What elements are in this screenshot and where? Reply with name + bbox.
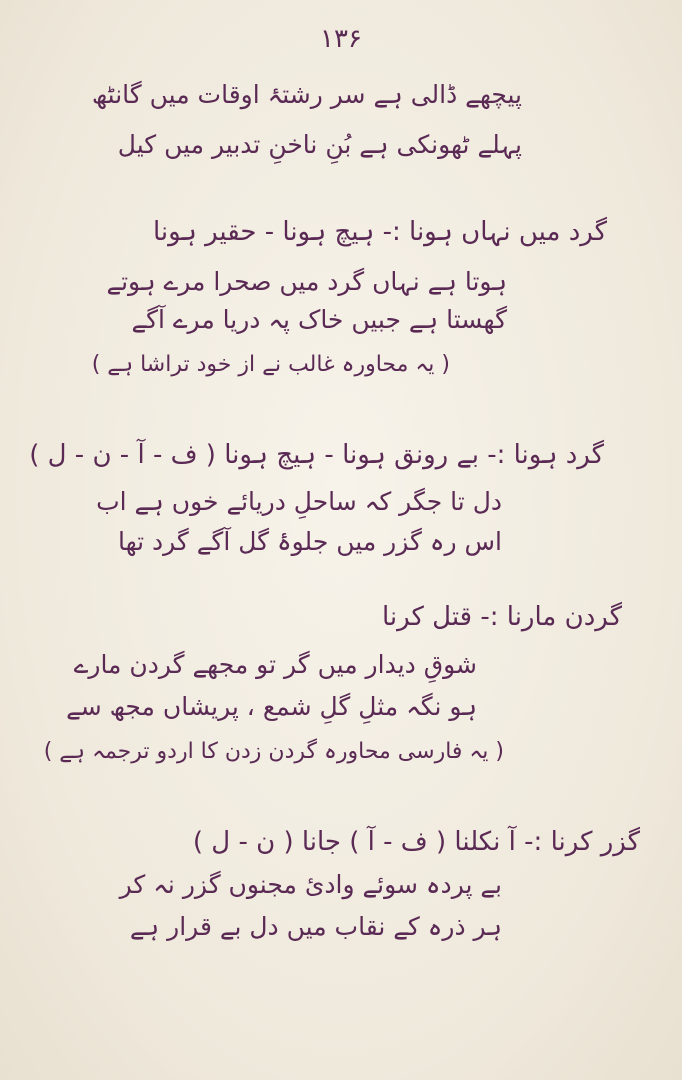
entry-3-heading: گردن مارنا :- قتل کرنا xyxy=(381,602,622,632)
entry-2-verse-line-1: دل تا جگر کہ ساحلِ دریائے خوں ہے اب xyxy=(96,487,502,516)
page-number: ۱۳۶ xyxy=(320,24,362,54)
entry-1-verse-line-1: ہوتا ہے نہاں گرد میں صحرا مرے ہوتے xyxy=(106,267,507,296)
entry-1-heading: گرد میں نہاں ہونا :- ہیچ ہونا - حقیر ہونا xyxy=(152,217,607,247)
entry-4-verse-line-2: ہر ذرہ کے نقاب میں دل بے قرار ہے xyxy=(129,912,502,941)
entry-3-note: ( یہ فارسی محاورہ گردن زدن کا اردو ترجمہ ہے ) xyxy=(43,739,504,764)
entry-3-verse-line-1: شوقِ دیدار میں گر تو مجھے گردن مارے xyxy=(73,650,477,679)
entry-2-heading: گرد ہونا :- بے رونق ہونا - ہیچ ہونا ( ف - آ - ن - ل ) xyxy=(29,440,604,470)
entry-4-verse-line-1: بے پردہ سوئے وادیٔ مجنوں گزر نہ کر xyxy=(119,870,502,899)
entry-4-heading: گزر کرنا :- آ نکلنا ( ف - آ ) جانا ( ن - ل ) xyxy=(192,827,640,857)
top-verse-line-1: پیچھے ڈالی ہے سر رشتۂ اوقات میں گانٹھ xyxy=(91,80,522,109)
entry-1-note: ( یہ محاورہ غالب نے از خود تراشا ہے ) xyxy=(91,352,450,377)
entry-2-verse-line-2: اس رہ گزر میں جلوۂ گل آگے گرد تھا xyxy=(117,527,502,556)
entry-3-verse-line-2: ہو نگہ مثلِ گلِ شمع ، پریشاں مجھ سے xyxy=(66,692,477,721)
entry-1-verse-line-2: گھستا ہے جبیں خاک پہ دریا مرے آگے xyxy=(131,305,507,334)
top-verse-line-2: پہلے ٹھونکی ہے بُنِ ناخنِ تدبیر میں کیل xyxy=(117,130,522,159)
